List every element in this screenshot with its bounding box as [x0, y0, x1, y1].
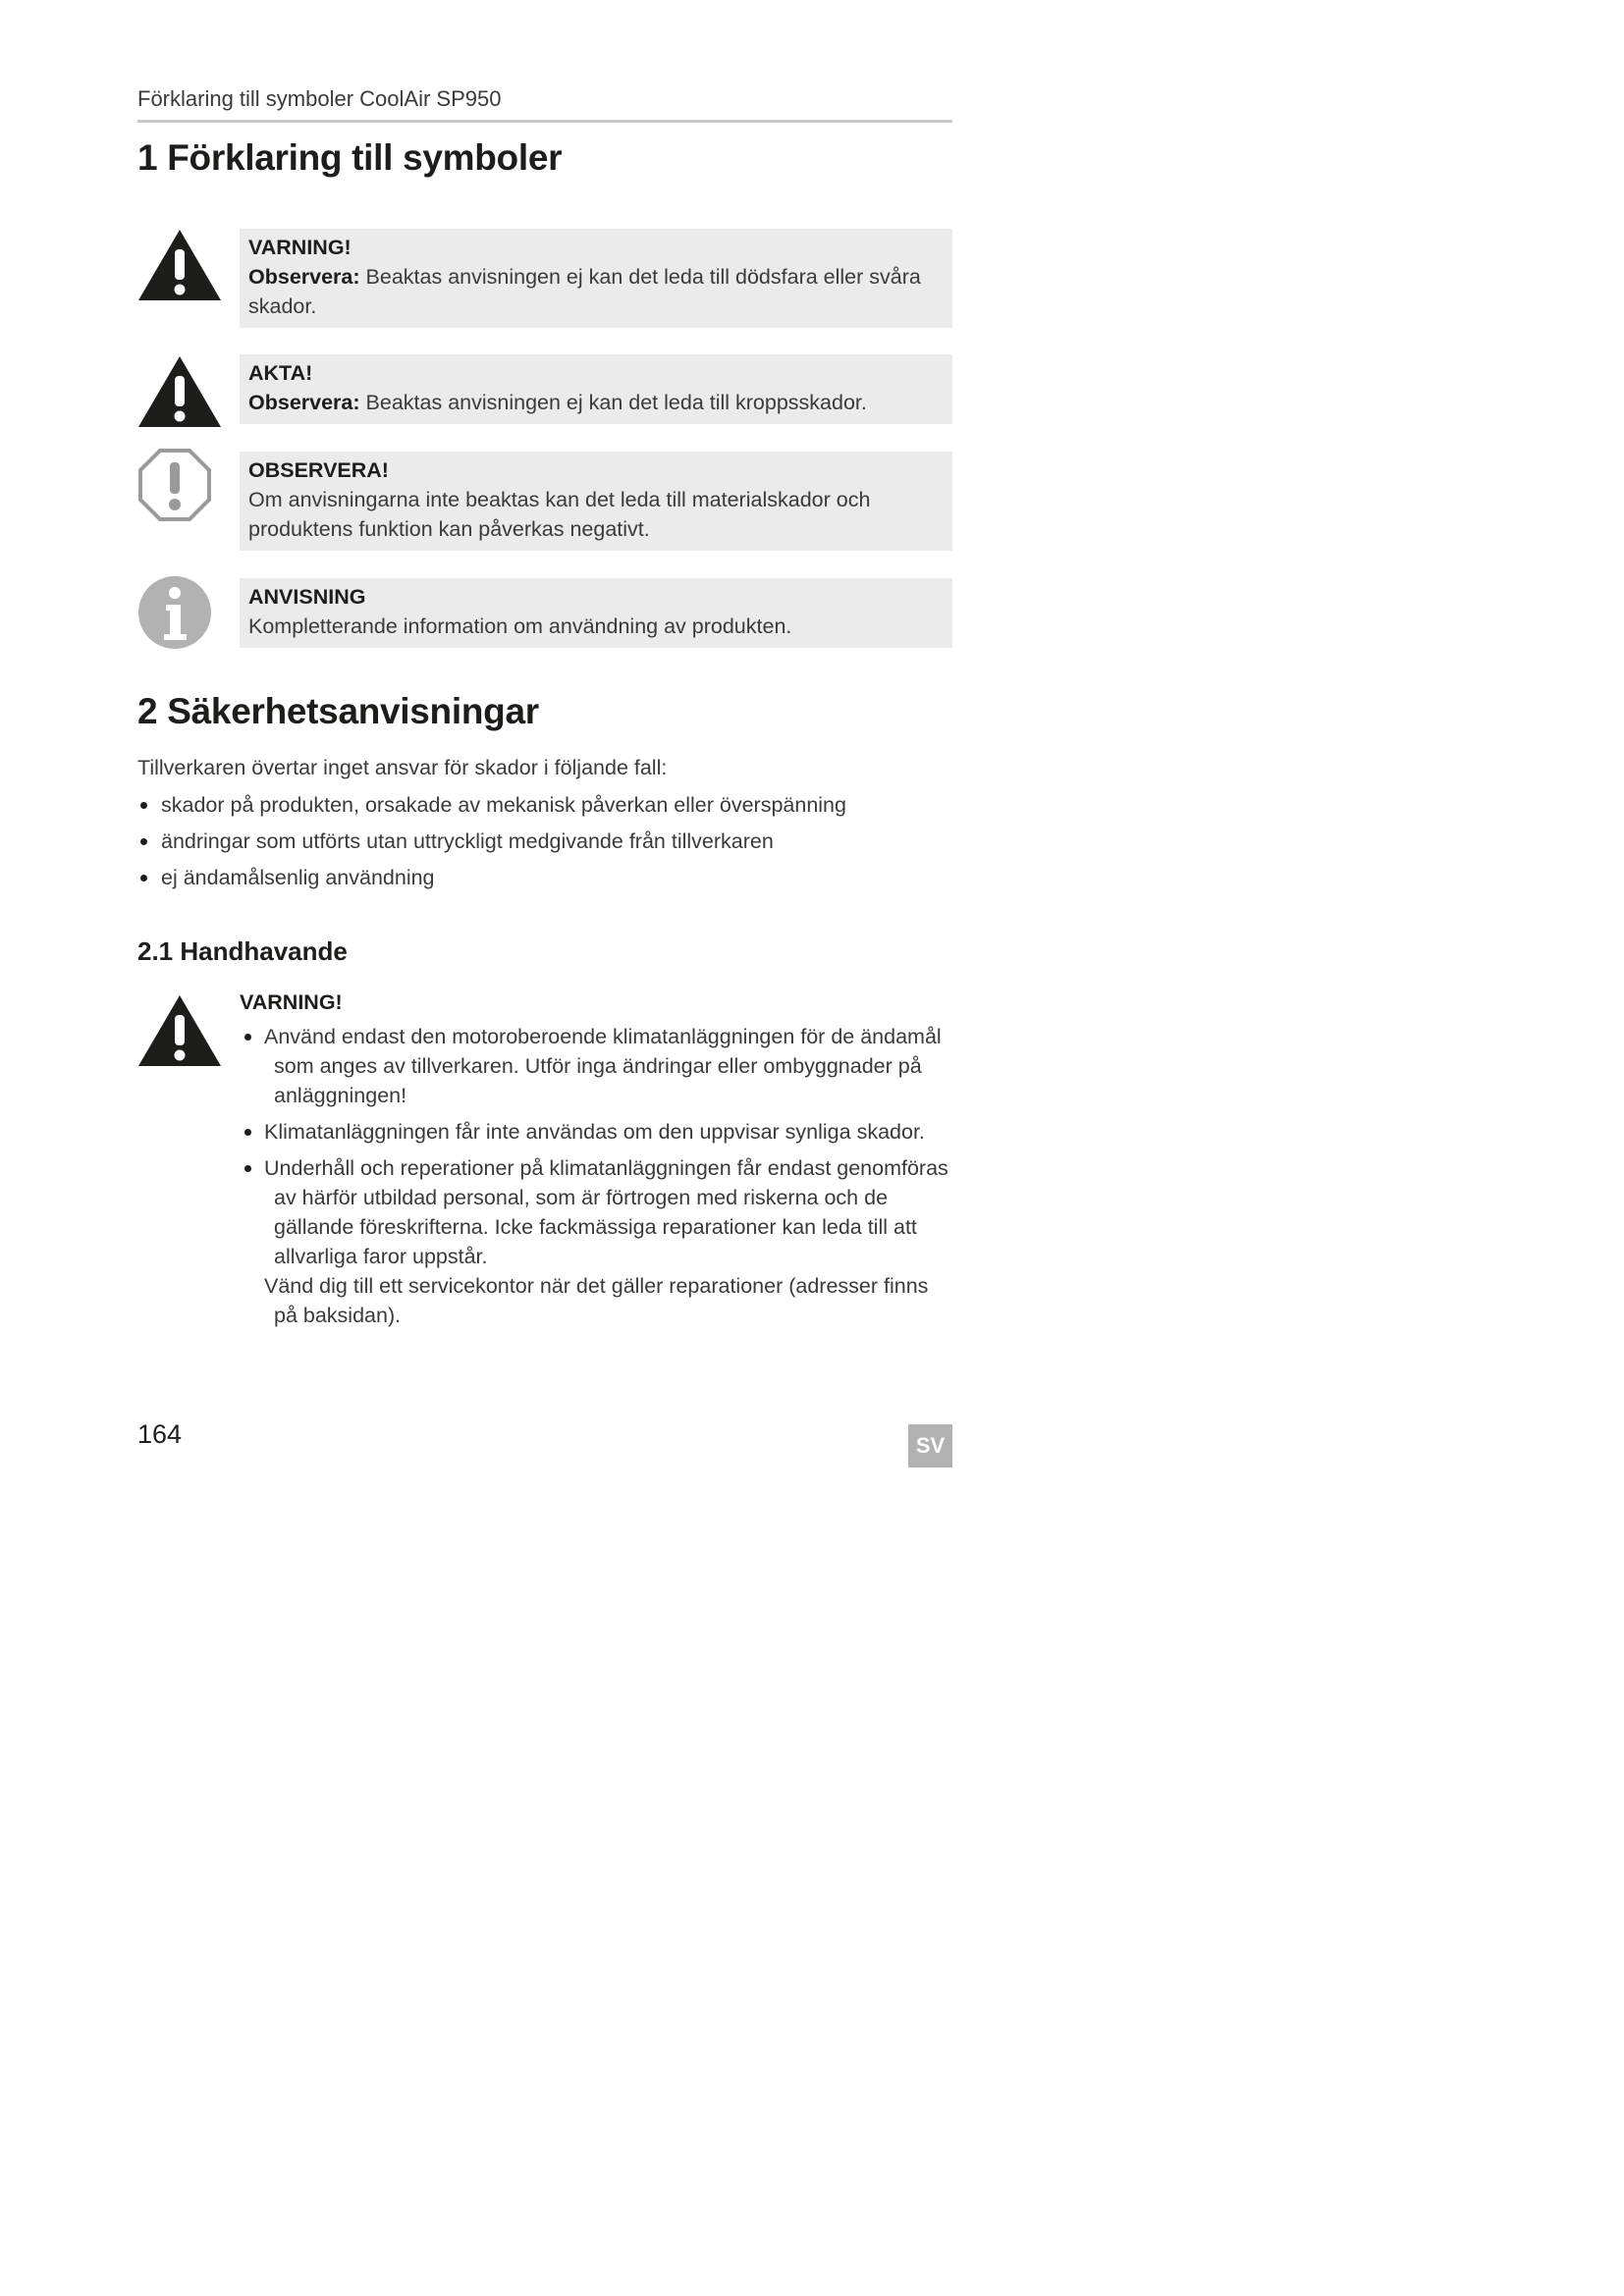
section-2-1-heading: 2.1 Handhavande [137, 936, 348, 966]
running-head: Förklaring till symboler CoolAir SP950 [137, 86, 952, 123]
list-item-extra: Vänd dig till ett servicekontor när det gäller reparationer (adresser finns på baksidan). [264, 1274, 929, 1327]
notice-title: VARNING! [248, 236, 352, 259]
list-item: ej ändamålsenlig användning [137, 863, 952, 892]
notice-text: Beaktas anvisningen ej kan det leda till dödsfara eller svåra skador. [248, 265, 921, 318]
handhavande-bullet-list [240, 1022, 956, 1330]
list-item-text: Underhåll och reperationer på klimatanläggningen får endast genomföras av härför utbildad personal, som är förtrogen med riskerna och de gällande föreskrifterna. Icke fackmässiga reparationer kan leda till att allvarliga faror uppstår. [264, 1156, 948, 1268]
list-item-text: Använd endast den motoroberoende klimatanläggningen för de ändamål som anges av tillverkaren. Utför inga ändringar eller ombyggnader på anläggningen! [264, 1025, 942, 1107]
list-item [240, 1022, 956, 1110]
section-2-intro: Tillverkaren övertar inget ansvar för skador i följande fall: [137, 756, 668, 779]
info-circle-icon [137, 575, 212, 655]
warning-triangle-icon [137, 993, 222, 1073]
notice-warning [240, 229, 952, 328]
section-2-bullet-list [137, 790, 952, 899]
notice-label: Observera: [248, 265, 360, 289]
notice-caution [240, 354, 952, 424]
notice-label: Observera: [248, 391, 360, 414]
notice-title: AKTA! [248, 361, 313, 385]
octagon-exclamation-icon [137, 448, 212, 527]
caution-triangle-icon [137, 354, 222, 434]
list-item [240, 1153, 956, 1330]
warning-title: VARNING! [240, 990, 343, 1014]
handhavande-warning [240, 988, 956, 1337]
list-item: skador på produkten, orsakade av mekanisk påverkan eller överspänning [137, 790, 952, 820]
notice-text: Kompletterande information om användning av produkten. [248, 614, 792, 638]
warning-triangle-icon [137, 228, 222, 307]
notice-text: Beaktas anvisningen ej kan det leda till kroppsskador. [365, 391, 867, 414]
list-item [240, 1117, 956, 1147]
notice-title: OBSERVERA! [248, 458, 389, 482]
section-1-heading: 1 Förklaring till symboler [137, 137, 563, 178]
language-tab: SV [908, 1424, 952, 1468]
notice-text: Om anvisningarna inte beaktas kan det leda till materialskador och produktens funktion kan påverkas negativt. [248, 488, 871, 541]
list-item-text: Klimatanläggningen får inte användas om den uppvisar synliga skador. [264, 1120, 925, 1144]
page-number: 164 [137, 1419, 183, 1449]
notice-info [240, 578, 952, 648]
notice-title: ANVISNING [248, 585, 366, 609]
notice-observera [240, 452, 952, 551]
list-item: ändringar som utförts utan uttryckligt medgivande från tillverkaren [137, 827, 952, 856]
section-2-heading: 2 Säkerhetsanvisningar [137, 691, 539, 731]
